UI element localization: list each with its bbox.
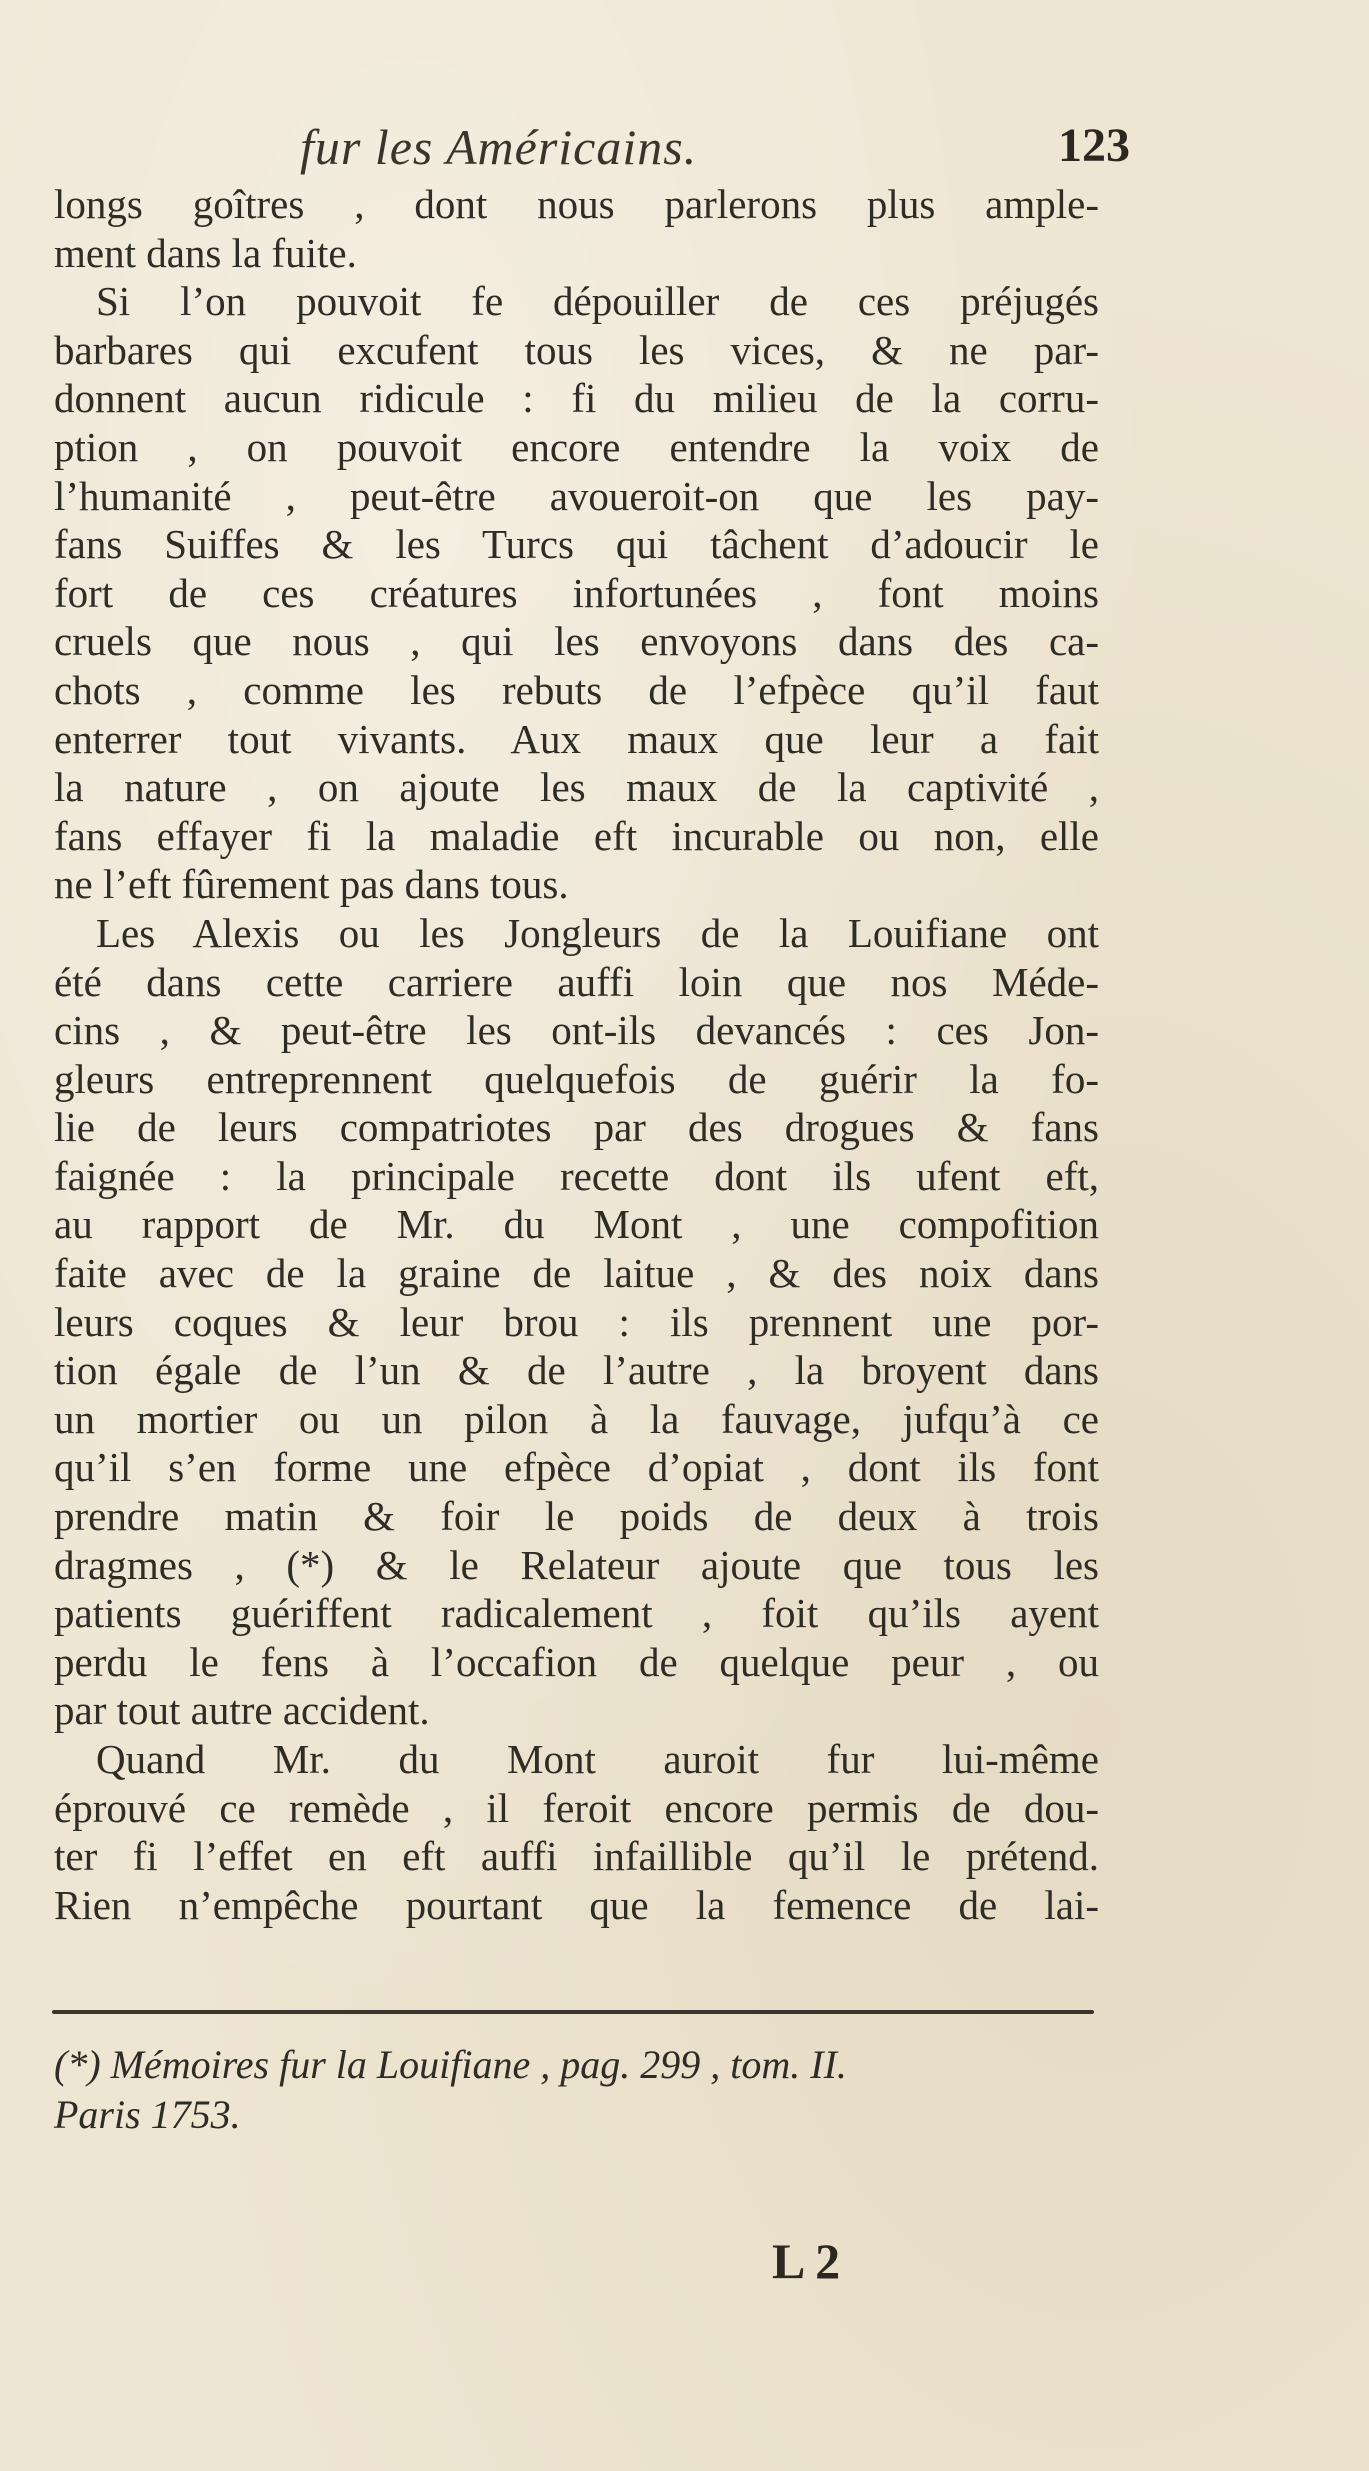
text-line: été dans cette carriere auffi loin que nos Méde- <box>54 958 1099 1005</box>
text-line: dragmes , (*) & le Relateur ajoute que tous les <box>54 1541 1099 1588</box>
text-line: tion égale de l’un & de l’autre , la broyent dans <box>54 1347 1099 1394</box>
text-line: par tout autre accident. <box>54 1687 430 1734</box>
text-line: ment dans la fuite. <box>54 229 357 276</box>
text-line: fort de ces créatures infortunées , font moins <box>54 569 1099 616</box>
footnote-rule <box>52 2010 1094 2014</box>
text-line: au rapport de Mr. du Mont , une compofition <box>54 1201 1099 1248</box>
text-line: éprouvé ce remède , il feroit encore permis de dou- <box>54 1784 1099 1831</box>
text-line: ter fi l’effet en eft auffi infaillible qu’il le prétend. <box>54 1833 1099 1880</box>
page-header <box>300 118 1130 188</box>
text-line: patients guériffent radicalement , foit qu’ils ayent <box>54 1590 1099 1637</box>
text-line: un mortier ou un pilon à la fauvage, jufqu’à ce <box>54 1395 1099 1442</box>
text-line: Les Alexis ou les Jongleurs de la Louifiane ont <box>96 909 1099 956</box>
text-line: ption , on pouvoit encore entendre la voix de <box>54 423 1099 470</box>
text-line: la nature , on ajoute les maux de la captivité , <box>54 764 1099 811</box>
footnote-line: (*) Mémoires fur la Louifiane , pag. 299 , tom. II. <box>54 2042 847 2087</box>
text-line: barbares qui excufent tous les vices, & ne par- <box>54 326 1099 373</box>
text-line: qu’il s’en forme une efpèce d’opiat , dont ils font <box>54 1444 1099 1491</box>
text-line: cins , & peut-être les ont-ils devancés : ces Jon- <box>54 1007 1099 1054</box>
text-line: l’humanité , peut-être avoueroit-on que les pay- <box>54 472 1099 519</box>
body-text <box>54 180 1099 1929</box>
text-line: faite avec de la graine de laitue , & des noix dans <box>54 1250 1099 1297</box>
signature-mark: L 2 <box>772 2233 841 2289</box>
text-line: prendre matin & foir le poids de deux à trois <box>54 1493 1099 1540</box>
text-line: lie de leurs compatriotes par des drogues & fans <box>54 1104 1099 1151</box>
text-line: fans effayer fi la maladie eft incurable ou non, elle <box>54 812 1099 859</box>
text-line: longs goîtres , dont nous parlerons plus ample- <box>54 181 1099 227</box>
page-number: 123 <box>1058 119 1130 172</box>
text-line: perdu le fens à l’occafion de quelque peur , ou <box>54 1638 1099 1685</box>
text-line: enterrer tout vivants. Aux maux que leur a fait <box>54 715 1099 762</box>
running-title: fur les Américains. <box>300 119 698 175</box>
footnote <box>54 2040 1099 2140</box>
text-line: fans Suiffes & les Turcs qui tâchent d’adoucir le <box>54 521 1099 568</box>
text-line: Quand Mr. du Mont auroit fur lui-même <box>96 1736 1099 1782</box>
text-line: Rien n’empêche pourtant que la femence de lai- <box>54 1881 1099 1928</box>
text-line: ne l’eft fûrement pas dans tous. <box>54 861 569 908</box>
text-line: chots , comme les rebuts de l’efpèce qu’il faut <box>54 666 1099 713</box>
text-line: cruels que nous , qui les envoyons dans des ca- <box>54 618 1099 665</box>
text-line: donnent aucun ridicule : fi du milieu de la corru- <box>54 375 1099 422</box>
text-line: faignée : la principale recette dont ils ufent eft, <box>54 1152 1099 1199</box>
text-line: gleurs entreprennent quelquefois de guérir la fo- <box>54 1055 1099 1102</box>
text-line: leurs coques & leur brou : ils prennent une por- <box>54 1298 1099 1345</box>
footnote-line: Paris 1753. <box>54 2092 241 2137</box>
text-line: Si l’on pouvoit fe dépouiller de ces préjugés <box>96 278 1099 325</box>
